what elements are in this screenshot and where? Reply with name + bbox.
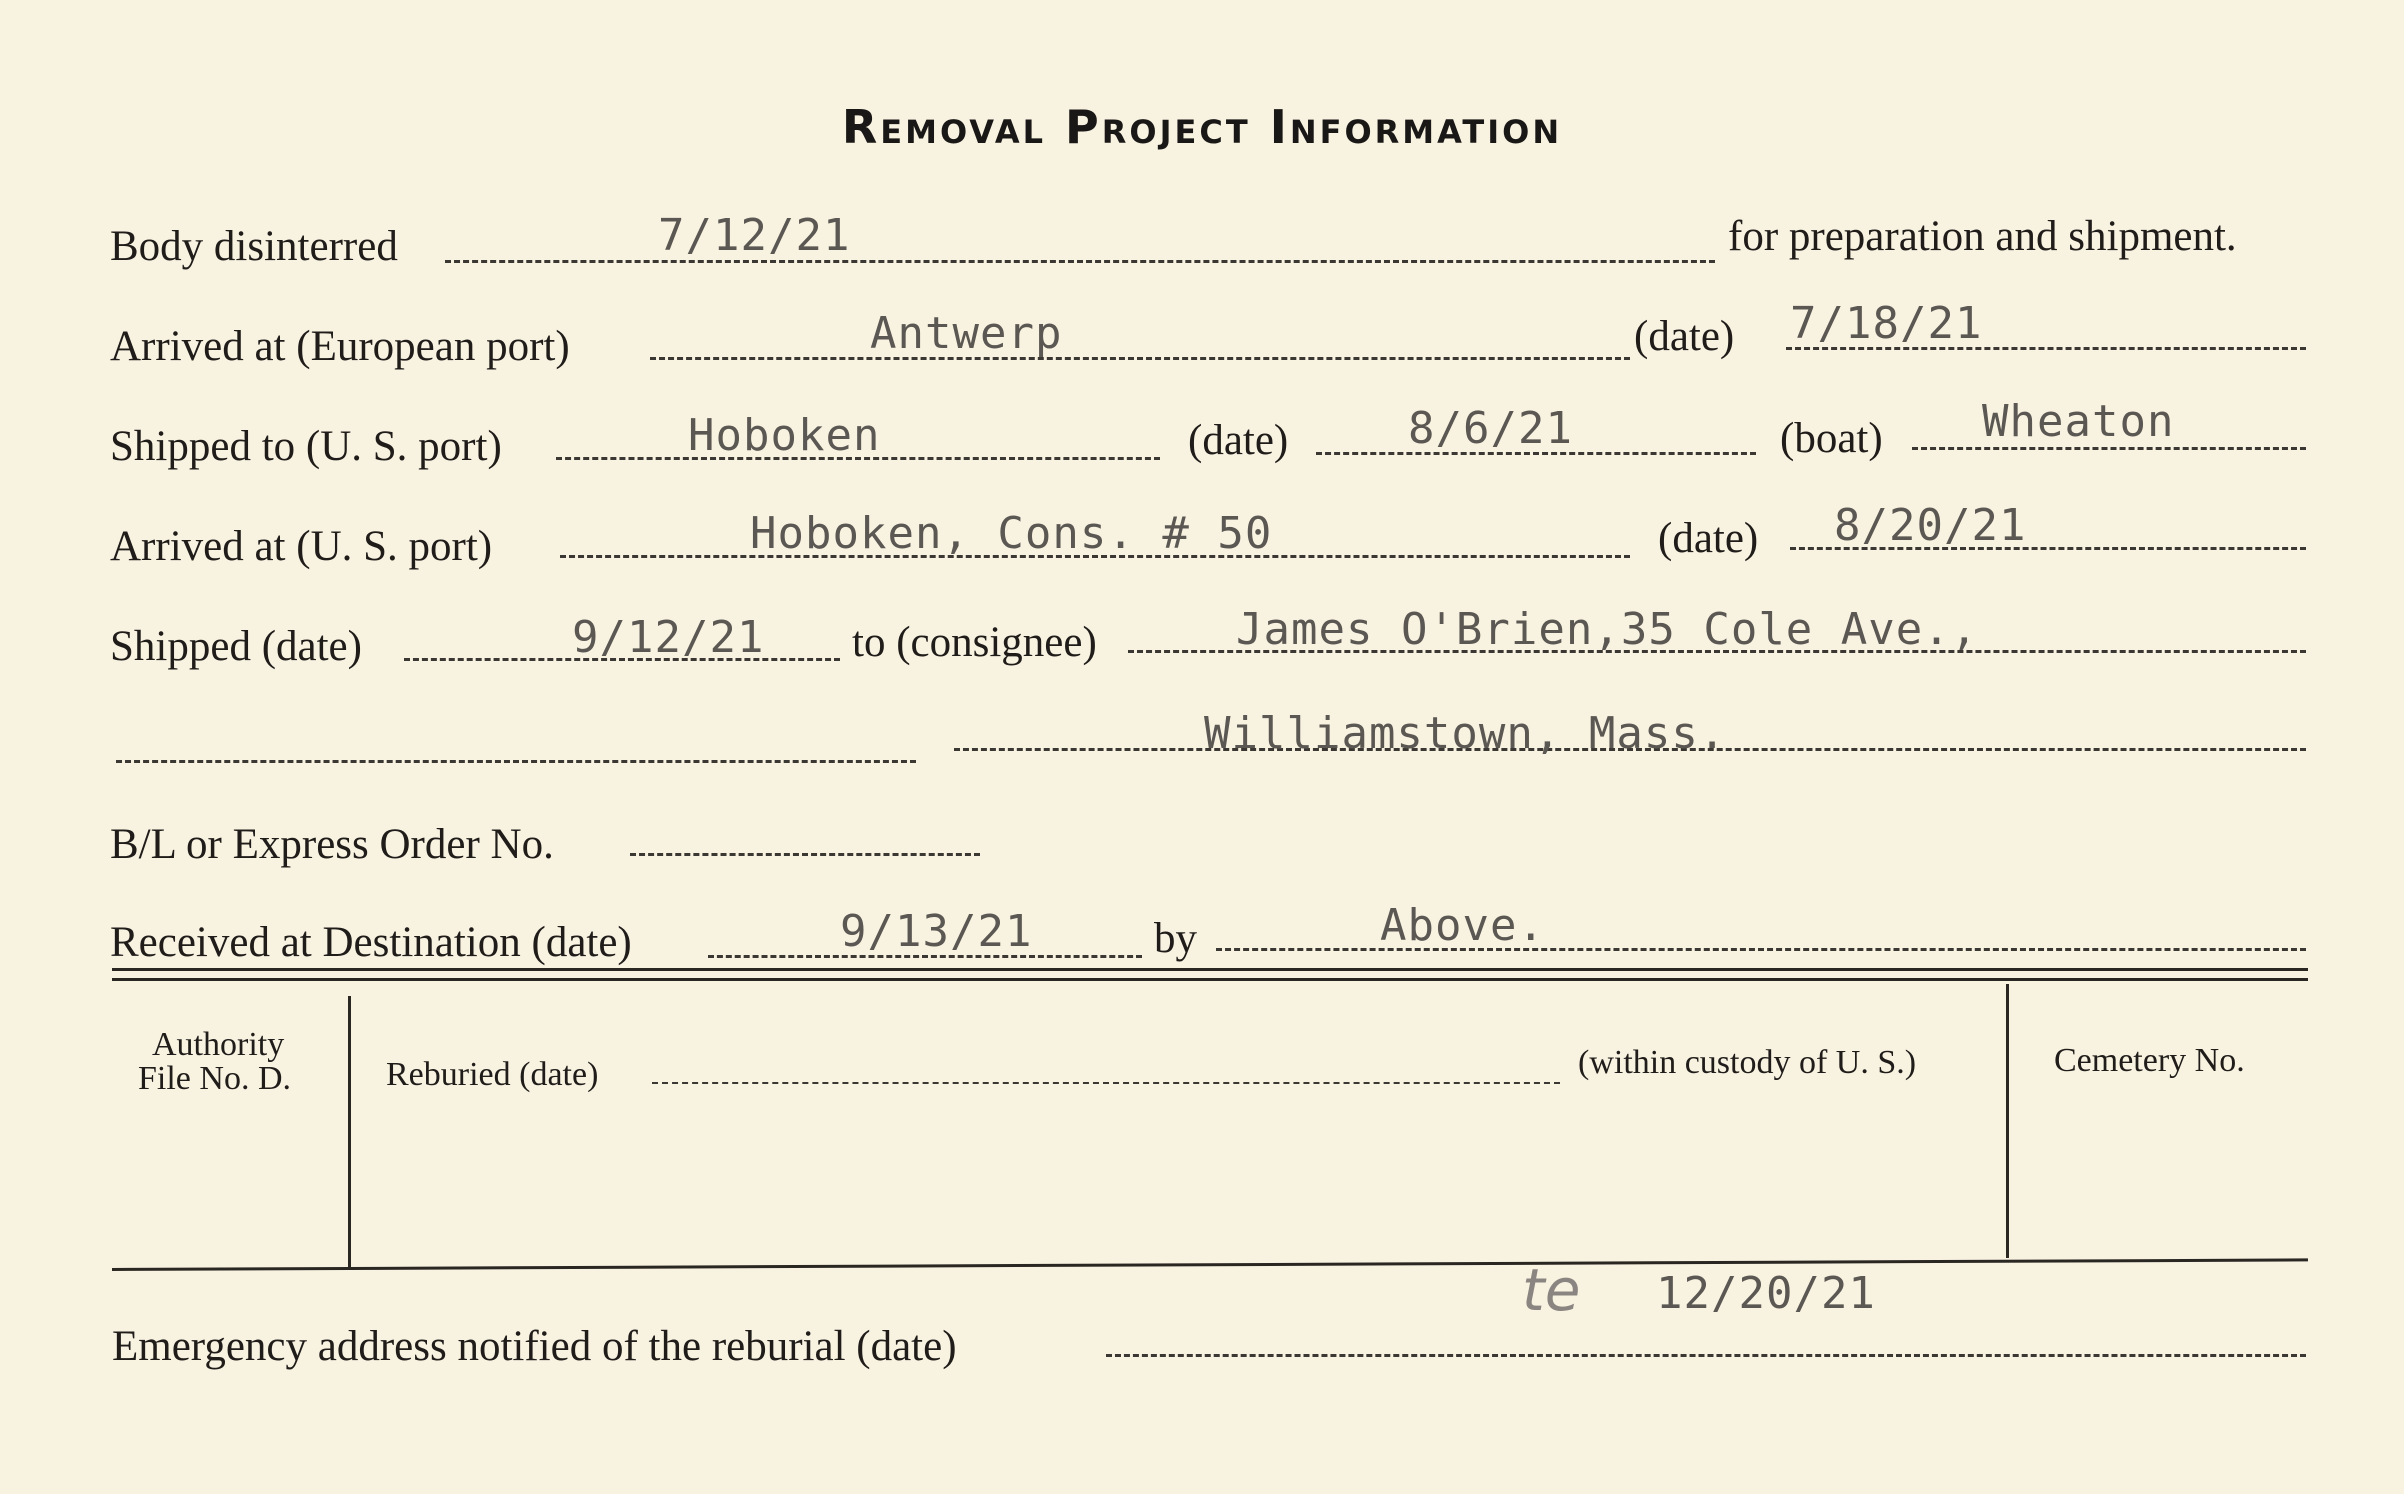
label-reburied-date: Reburied (date) [386, 1056, 599, 1093]
value-arrived-us-date: 8/20/21 [1834, 500, 2027, 551]
label-file-no: File No. D. [138, 1060, 291, 1097]
label-date: (date) [1188, 417, 1289, 464]
label-cemetery-no: Cemetery No. [2054, 1042, 2245, 1079]
label-shipped-to-us: Shipped to (U. S. port) [110, 423, 502, 470]
label-emergency: Emergency address notified of the reburial (date) [112, 1323, 957, 1370]
section-bottom-rule [112, 1258, 2308, 1271]
value-european-port: Antwerp [870, 308, 1063, 359]
dash-line [1106, 1354, 2306, 1357]
label-received-dest: Received at Destination (date) [110, 919, 632, 966]
dash-line [445, 260, 1715, 263]
handwritten-initials: te [1522, 1256, 1581, 1324]
dash-line [630, 853, 980, 856]
value-disinterred-date: 7/12/21 [658, 210, 851, 261]
value-boat: Wheaton [1982, 396, 2175, 447]
dash-line [652, 1082, 1560, 1084]
label-shipped-date: Shipped (date) [110, 623, 362, 670]
value-emergency-date: 12/20/21 [1656, 1268, 1876, 1319]
label-to-consignee: to (consignee) [852, 619, 1097, 666]
value-european-date: 7/18/21 [1790, 298, 1983, 349]
label-body-disinterred: Body disinterred [110, 223, 398, 270]
dash-line [1912, 447, 2306, 450]
label-for-preparation: for preparation and shipment. [1728, 213, 2237, 260]
label-date: (date) [1658, 515, 1759, 562]
label-bl-order: B/L or Express Order No. [110, 821, 554, 868]
label-boat: (boat) [1780, 415, 1883, 462]
label-arrived-us: Arrived at (U. S. port) [110, 523, 493, 570]
value-shipped-date: 9/12/21 [572, 612, 765, 663]
label-authority: Authority [152, 1026, 285, 1063]
label-arrived-european: Arrived at (European port) [110, 323, 570, 370]
label-within-custody: (within custody of U. S.) [1578, 1044, 1917, 1081]
label-date: (date) [1634, 313, 1735, 360]
value-us-ship-date: 8/6/21 [1408, 403, 1573, 454]
value-us-port: Hoboken [688, 410, 881, 461]
value-arrived-us-port: Hoboken, Cons. # 50 [750, 508, 1273, 559]
card-title: Removal Project Information [841, 100, 1563, 154]
value-consignee-line1: James O'Brien,35 Cole Ave., [1236, 604, 1979, 655]
column-divider-right [2006, 984, 2009, 1258]
label-by: by [1154, 915, 1197, 962]
column-divider-left [348, 996, 351, 1268]
double-rule-top [112, 968, 2308, 971]
value-consignee-line2: Williamstown, Mass. [1204, 708, 1727, 759]
dash-line [650, 357, 1630, 360]
value-received-by: Above. [1380, 900, 1545, 951]
double-rule-bottom [112, 978, 2308, 981]
dash-line [116, 760, 916, 763]
value-received-date: 9/13/21 [840, 906, 1033, 957]
